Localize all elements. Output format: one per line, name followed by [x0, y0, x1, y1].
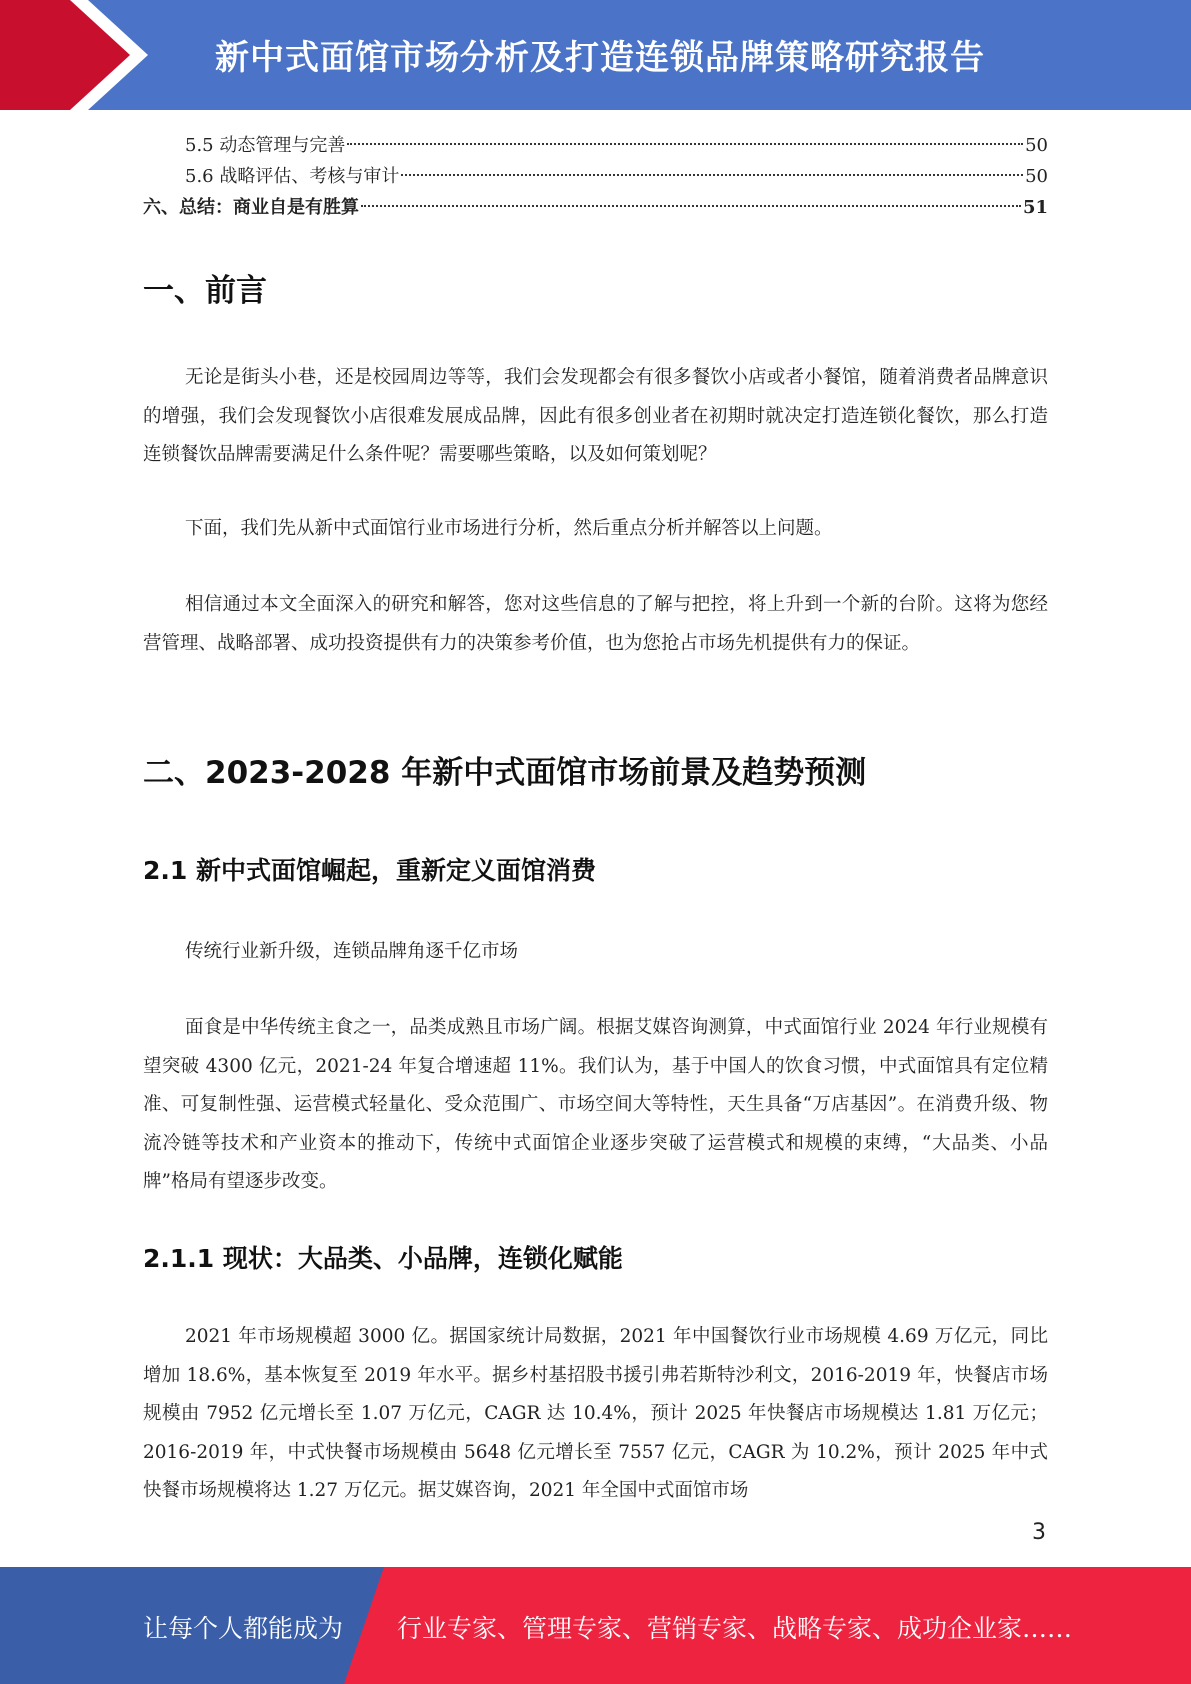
document-title: 新中式面馆市场分析及打造连锁品牌策略研究报告 — [215, 38, 985, 78]
body-paragraph: 相信通过本文全面深入的研究和解答，您对这些信息的了解与把控，将上升到一个新的台阶。这将为您经营管理、战略部署、成功投资提供有力的决策参考价值，也为您抢占市场先机提供有力的保证。 — [143, 594, 1048, 654]
body-paragraph: 2021 年市场规模超 3000 亿。据国家统计局数据，2021 年中国餐饮行业市场规模 4.69 万亿元，同比增加 18.6%，基本恢复至 2019 年水平。据乡村基招股书援引弗若斯特沙利文，2016-2019 年，快餐店市场规模由 7952 亿元增长至 1.07 万亿元，CAGR 达 10.4%，预计 2025 年快餐店市场规模达 1.81 万亿元；2016-2019 年，中式快餐市场规模由 5648 亿元增长至 7557 亿元，CAGR 为 10.2%，预计 2025 年中式快餐市场规模将达 1.27 万亿元。据艾媒咨询，2021 年全国中式面馆市场 — [143, 1326, 1048, 1501]
footer-slogan-right: 行业专家、管理专家、营销专家、战略专家、成功企业家…… — [397, 1614, 1073, 1643]
toc-entry-page: 50 — [1025, 166, 1048, 187]
toc-entry-label: 5.6 战略评估、考核与审计 — [185, 166, 400, 187]
toc-leader-dots — [401, 174, 1023, 176]
subsection-heading-2-1: 2.1 新中式面馆崛起，重新定义面馆消费 — [143, 856, 596, 885]
page-header — [0, 0, 1191, 110]
body-paragraph: 无论是街头小巷，还是校园周边等等，我们会发现都会有很多餐饮小店或者小餐馆，随着消费者品牌意识的增强，我们会发现餐饮小店很难发展成品牌，因此有很多创业者在初期时就决定打造连锁化餐饮，那么打造连锁餐饮品牌需要满足什么条件呢？需要哪些策略，以及如何策划呢？ — [143, 367, 1048, 465]
toc-entry-label: 六、总结：商业自是有胜算 — [143, 197, 359, 218]
section-heading-preface: 一、前言 — [143, 273, 267, 309]
page-number: 3 — [1032, 1520, 1046, 1545]
toc-leader-dots — [347, 143, 1023, 145]
toc-entry[interactable] — [143, 130, 1048, 161]
toc-leader-dots — [361, 205, 1021, 207]
body-paragraph: 下面，我们先从新中式面馆行业市场进行分析，然后重点分析并解答以上问题。 — [185, 518, 833, 539]
table-of-contents — [143, 130, 1048, 223]
page-footer — [0, 1567, 1191, 1684]
footer-slogan-left: 让每个人都能成为 — [143, 1614, 344, 1643]
toc-entry[interactable] — [143, 192, 1048, 223]
header-chevron-decoration — [0, 0, 160, 110]
section-heading-market-outlook: 二、2023-2028 年新中式面馆市场前景及趋势预测 — [143, 755, 867, 791]
toc-entry-label: 5.5 动态管理与完善 — [185, 135, 346, 156]
toc-entry[interactable] — [143, 161, 1048, 192]
body-paragraph: 面食是中华传统主食之一，品类成熟且市场广阔。根据艾媒咨询测算，中式面馆行业 2024 年行业规模有望突破 4300 亿元，2021-24 年复合增速超 11%。我们认为，基于中国人的饮食习惯，中式面馆具有定位精准、可复制性强、运营模式轻量化、受众范围广、市场空间大等特性，天生具备“万店基因”。在消费升级、物流冷链等技术和产业资本的推动下，传统中式面馆企业逐步突破了运营模式和规模的束缚，“大品类、小品牌”格局有望逐步改变。 — [143, 1017, 1048, 1192]
subsection-heading-2-1-1: 2.1.1 现状：大品类、小品牌，连锁化赋能 — [143, 1244, 623, 1273]
toc-entry-page: 51 — [1022, 197, 1048, 218]
toc-entry-page: 50 — [1025, 135, 1048, 156]
body-paragraph: 传统行业新升级，连锁品牌角逐千亿市场 — [185, 941, 519, 962]
